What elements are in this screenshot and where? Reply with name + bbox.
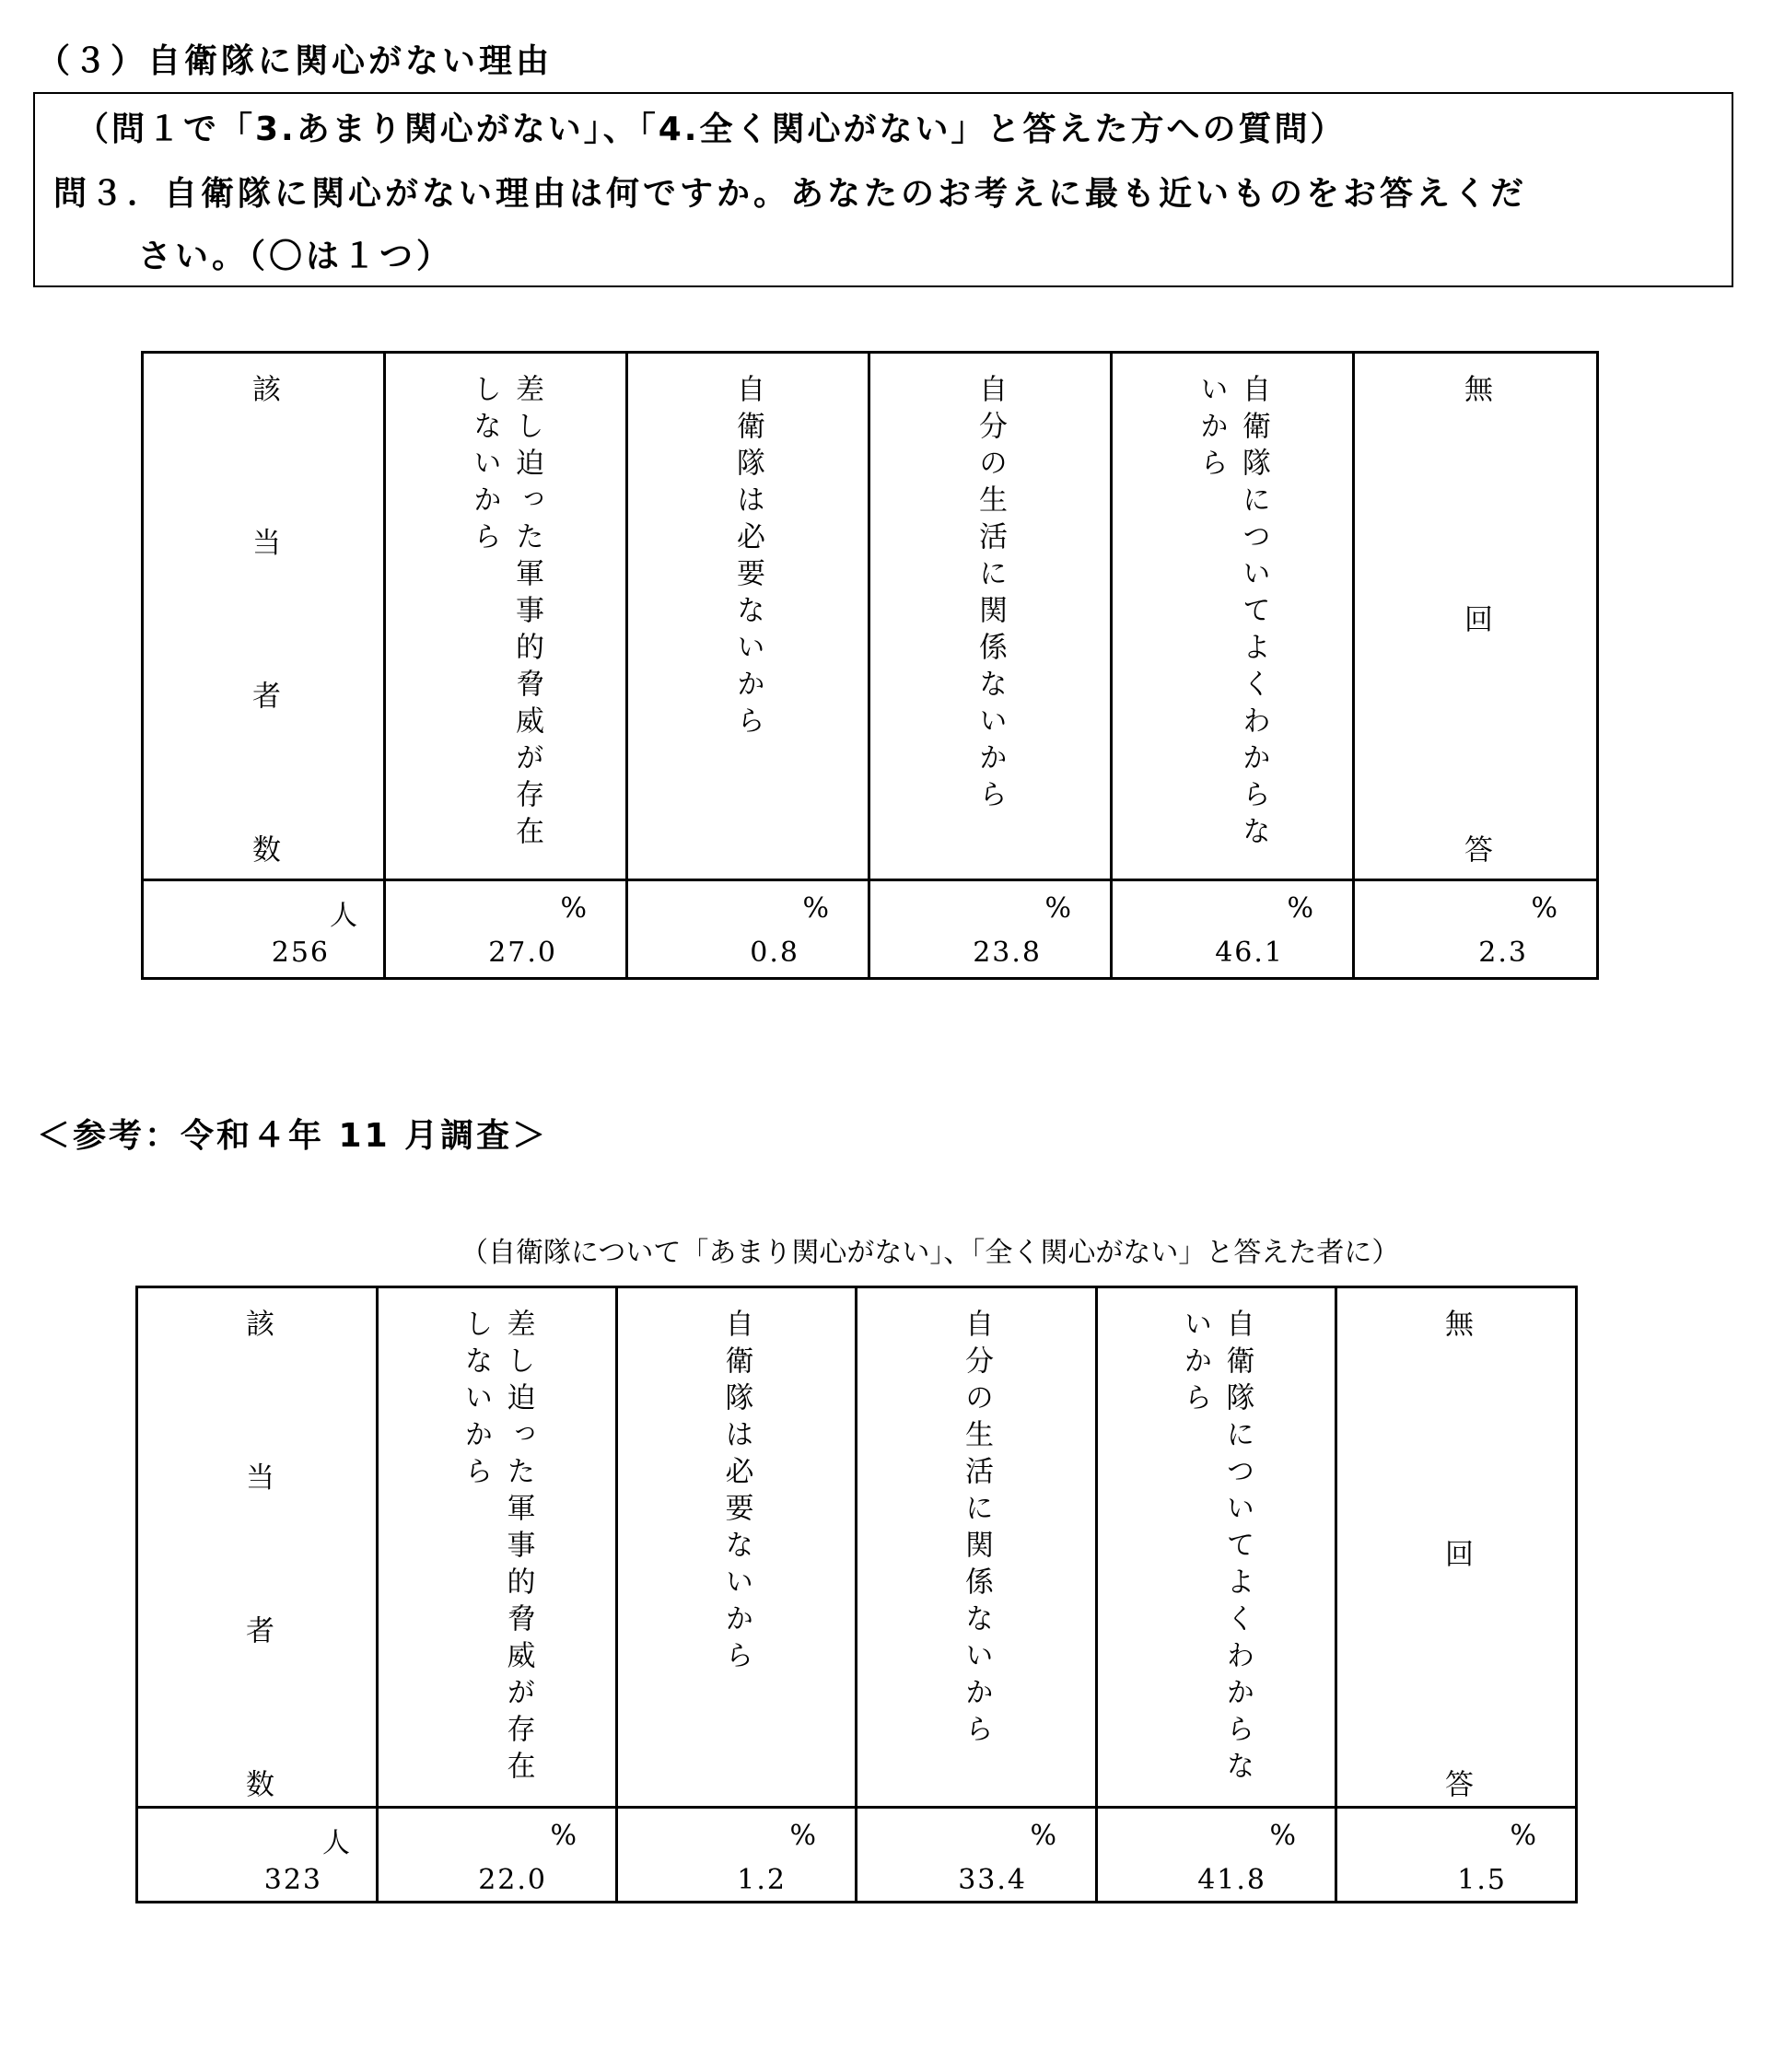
header-respondent-count: 該当者数 (143, 353, 385, 880)
unit-percent: % (1531, 892, 1557, 925)
value-cell (627, 880, 869, 979)
header-sdf-unnecessary: 自衛隊は必要ないから (627, 353, 869, 880)
value-cell (617, 1808, 857, 1903)
values-row (143, 880, 1598, 979)
value-cell (385, 880, 627, 979)
reference-title: ＜参考：令和４年 11 月調査＞ (37, 1117, 549, 1155)
value-cell (857, 1808, 1097, 1903)
unit-percent: % (550, 1820, 577, 1852)
percent-value: 23.8 (973, 937, 1042, 969)
header-dont-understand-sdf: 自衛隊についてよくわからないから (1112, 353, 1354, 880)
header-no-imminent-threat: 差し迫った軍事的脅威が存在しないから (385, 353, 627, 880)
header-row (143, 353, 1598, 880)
unit-percent: % (1269, 1820, 1296, 1852)
header-respondent-count: 該当者数 (137, 1287, 378, 1808)
count-value: 256 (271, 937, 330, 969)
percent-value: 27.0 (488, 937, 557, 969)
percent-value: 1.2 (737, 1864, 787, 1896)
value-cell (1354, 880, 1598, 979)
unit-percent: % (802, 892, 829, 925)
count-cell (143, 880, 385, 979)
current-results-table (141, 351, 1599, 980)
section-title: （３）自衛隊に関心がない理由 (37, 42, 554, 80)
unit-percent: % (1044, 892, 1071, 925)
percent-value: 0.8 (750, 937, 799, 969)
percent-value: 2.3 (1478, 937, 1528, 969)
reference-note: （自衛隊について「あまり関心がない」、「全く関心がない」と答えた者に） (461, 1237, 1400, 1269)
header-no-answer: 無回答 (1354, 353, 1598, 880)
value-cell (1112, 880, 1354, 979)
value-cell (869, 880, 1112, 979)
percent-value: 22.0 (478, 1864, 547, 1896)
question-text-continued: さい。（〇は１つ） (138, 238, 454, 275)
value-cell (1336, 1808, 1577, 1903)
header-sdf-unnecessary: 自衛隊は必要ないから (617, 1287, 857, 1808)
header-row (137, 1287, 1577, 1808)
value-cell (1097, 1808, 1336, 1903)
count-cell (137, 1808, 378, 1903)
unit-percent: % (1030, 1820, 1056, 1852)
percent-value: 33.4 (958, 1864, 1027, 1896)
count-value: 323 (263, 1864, 322, 1896)
header-unrelated-to-life: 自分の生活に関係ないから (857, 1287, 1097, 1808)
question-box (33, 92, 1733, 287)
unit-person: 人 (322, 1827, 350, 1859)
question-condition: （問１で「3.あまり関心がない」、「4.全く関心がない」と答えた方への質問） (76, 111, 1347, 148)
unit-person: 人 (330, 900, 357, 932)
header-unrelated-to-life: 自分の生活に関係ないから (869, 353, 1112, 880)
percent-value: 46.1 (1215, 937, 1284, 969)
reference-results-table (135, 1286, 1578, 1903)
question-text: 問３．自衛隊に関心がない理由は何ですか。あなたのお考えに最も近いものをお答えくだ (53, 175, 1528, 213)
percent-value: 1.5 (1457, 1864, 1507, 1896)
unit-percent: % (789, 1820, 816, 1852)
values-row (137, 1808, 1577, 1903)
header-no-answer: 無回答 (1336, 1287, 1577, 1808)
unit-percent: % (1287, 892, 1313, 925)
percent-value: 41.8 (1197, 1864, 1266, 1896)
unit-percent: % (1510, 1820, 1536, 1852)
header-no-imminent-threat: 差し迫った軍事的脅威が存在しないから (378, 1287, 617, 1808)
value-cell (378, 1808, 617, 1903)
unit-percent: % (560, 892, 587, 925)
header-dont-understand-sdf: 自衛隊についてよくわからないから (1097, 1287, 1336, 1808)
